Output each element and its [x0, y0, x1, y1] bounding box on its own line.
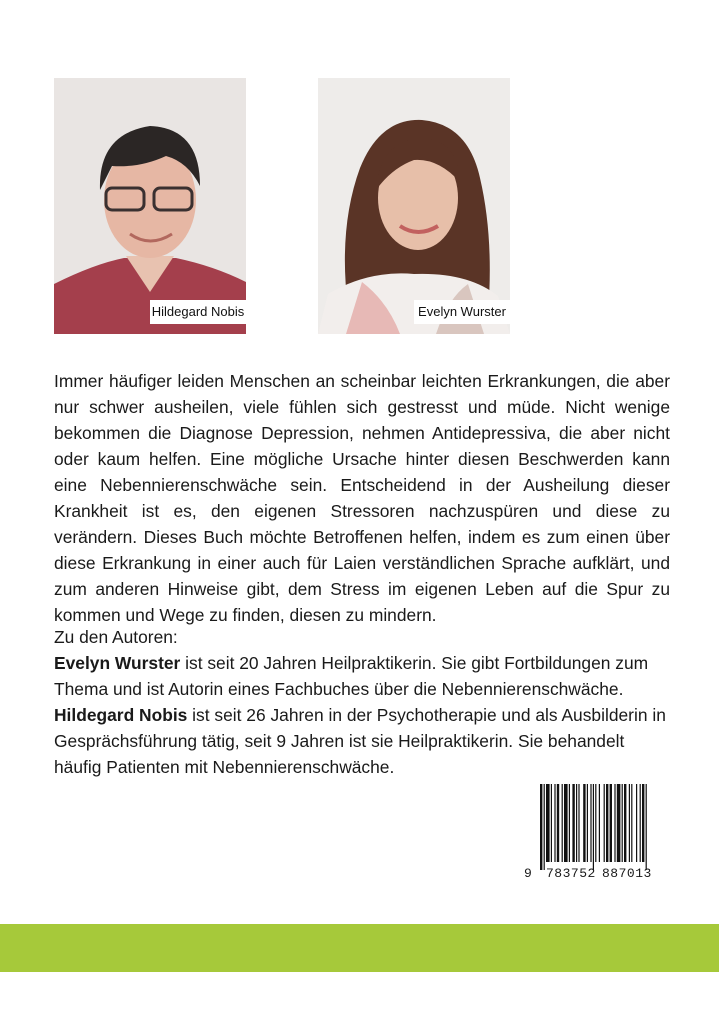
barcode-bar: [569, 784, 570, 862]
barcode-bar: [551, 784, 552, 862]
barcode-bar: [604, 784, 605, 862]
barcode-bar: [540, 784, 542, 870]
barcode-bars: [540, 784, 664, 870]
barcode-digit-group-right: 887013: [602, 866, 652, 881]
barcode-bar: [546, 784, 550, 862]
barcode-bar: [617, 784, 621, 862]
author-name: Hildegard Nobis: [54, 705, 188, 725]
barcode-bar: [593, 784, 594, 870]
author-bio-text: ist seit 26 Jahren in der Psychotherapie und als Ausbilderin in Gesprächsführung tätig, seit 9 Jahren ist sie Heilpraktikerin. Sie behandelt häufig Patienten mit Nebennierenschwäche.: [54, 705, 666, 777]
about-authors: [54, 624, 674, 780]
barcode-bar: [629, 784, 630, 862]
photo-caption: Hildegard Nobis: [150, 300, 246, 324]
barcode-bar: [590, 784, 591, 862]
barcode-bar: [583, 784, 585, 862]
portrait-illustration: [54, 78, 246, 334]
barcode-bar: [557, 784, 559, 862]
barcode-bar: [562, 784, 563, 862]
barcode-bar: [576, 784, 577, 862]
authors-heading: Zu den Autoren:: [54, 627, 178, 647]
barcode-bar: [646, 784, 647, 870]
isbn-barcode: [522, 782, 670, 882]
barcode-bar: [631, 784, 632, 862]
author-photo-hildegard-nobis: [54, 78, 246, 334]
barcode-bar: [640, 784, 641, 862]
book-description: Immer häufiger leiden Menschen an scheinbar leichten Erkrankungen, die aber nur schwer ausheilen, viele fühlen sich gestresst und müde. Nicht wenige bekommen die Diagnose Depression, nehmen Antidepressiva, die aber nicht oder kaum helfen. Eine mögliche Ursache hinter diesen Beschwerden kann eine Nebennierenschwäche sein. Entscheidend in der Ausheilung dieser Krankheit ist es, den eigenen Stressoren nachzuspüren und diese zu verändern. Dieses Buch möchte Betroffenen helfen, indem es zum einen über diese Erkrankung in einer auch für Laien verständlichen Sprache aufklärt, und zum anderen Hinweise gibt, dem Stress im eigenen Leben auf die Spur zu kommen und Wege zu finden, diesen zu mindern.: [54, 371, 670, 625]
barcode-bar: [544, 784, 545, 870]
barcode-bar: [578, 784, 579, 862]
barcode-bar: [564, 784, 568, 862]
barcode-bar: [642, 784, 644, 862]
barcode-bar: [599, 784, 600, 862]
author-bio-text: ist seit 20 Jahren Heilpraktikerin. Sie gibt Fortbildungen zum Thema und ist Autorin eines Fachbuches über die Nebennierenschwäche.: [54, 653, 649, 699]
author-bio-hildegard-nobis: [54, 702, 674, 780]
barcode-bar: [610, 784, 612, 862]
photo-caption: Evelyn Wurster: [414, 300, 510, 324]
barcode-digit-first: 9: [524, 866, 533, 881]
barcode-bar: [554, 784, 555, 862]
barcode-bar: [614, 784, 615, 862]
author-photo-evelyn-wurster: [318, 78, 510, 334]
barcode-bar: [572, 784, 574, 862]
barcode-bar: [587, 784, 588, 862]
portrait-illustration: [318, 78, 510, 334]
barcode-digit-group-left: 783752: [546, 866, 596, 881]
barcode-bar: [606, 784, 608, 862]
barcode-bar: [636, 784, 637, 862]
barcode-bar: [622, 784, 623, 862]
barcode-bar: [624, 784, 626, 862]
author-bio-evelyn-wurster: [54, 650, 674, 702]
accent-bar: [0, 924, 719, 972]
barcode-bar: [595, 784, 596, 862]
author-name: Evelyn Wurster: [54, 653, 181, 673]
